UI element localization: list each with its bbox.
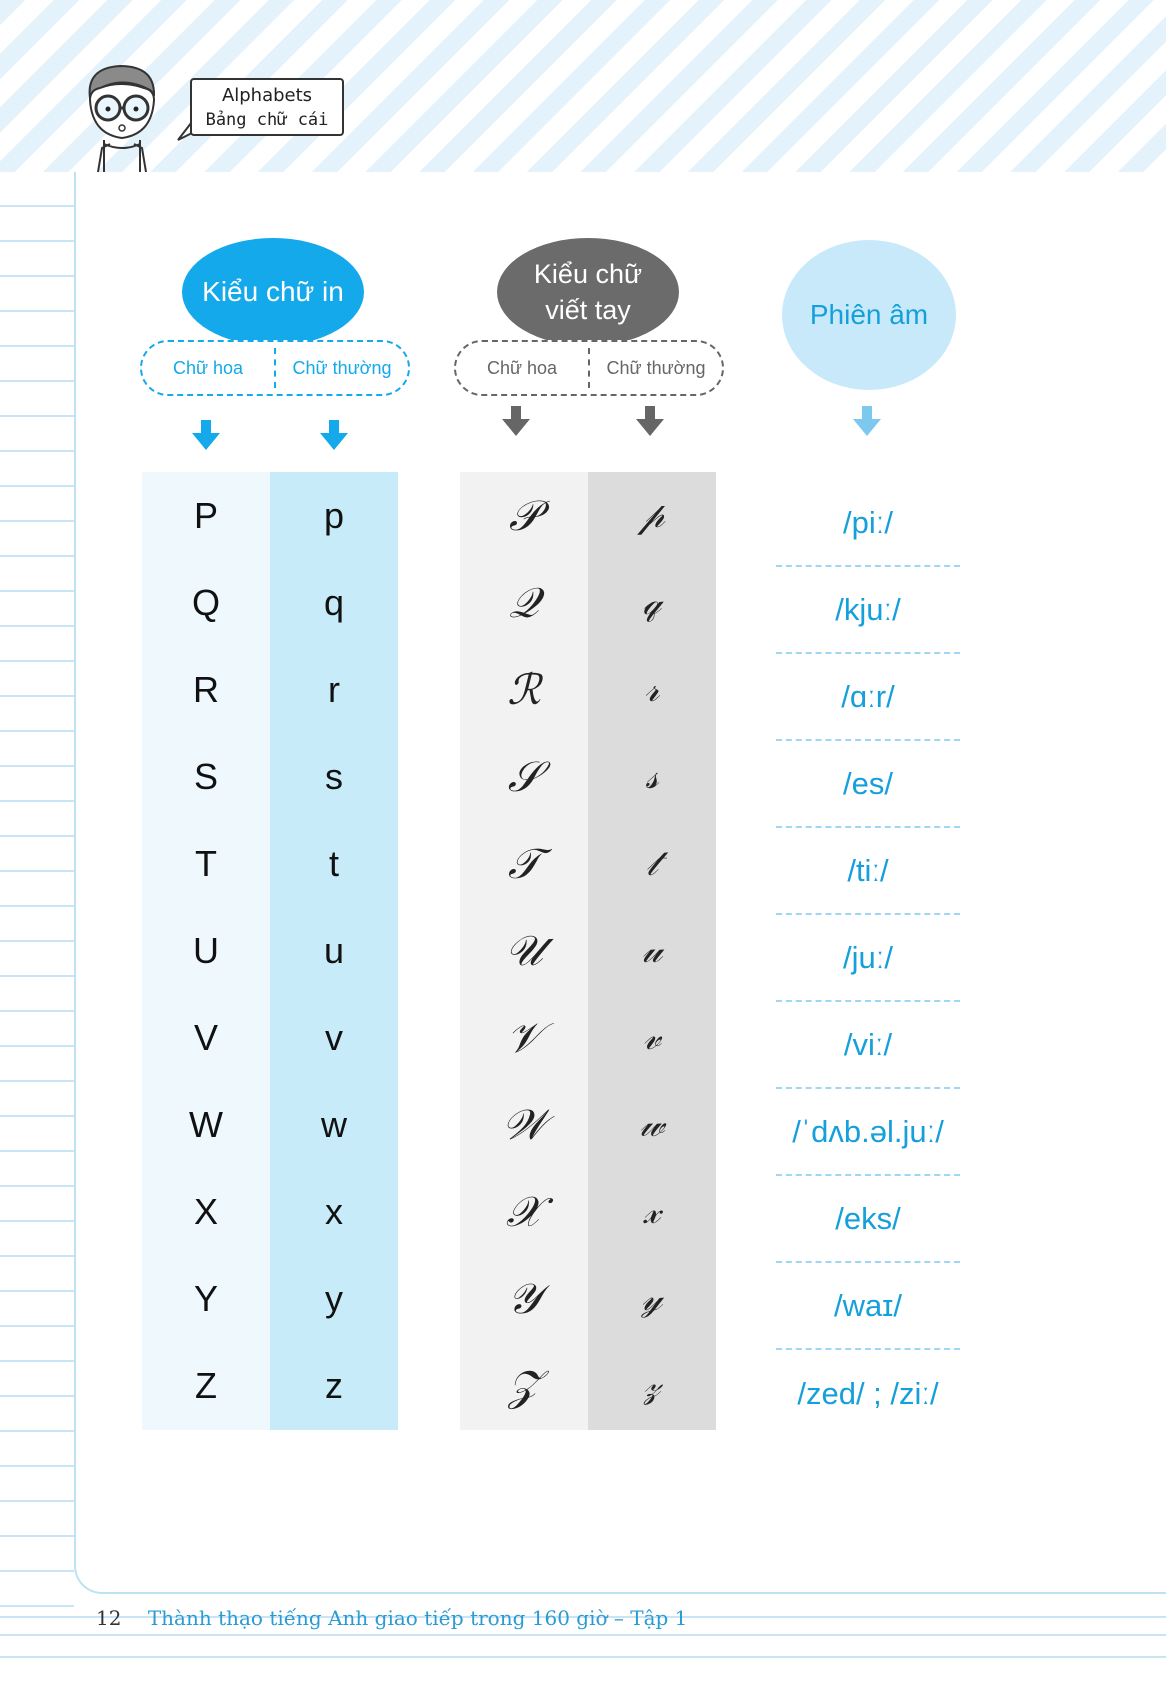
script-letter-cell: 𝓏 (643, 1364, 661, 1406)
script-letter-cell: 𝒯 (507, 838, 541, 888)
phonetic-cell: /eks/ (776, 1176, 960, 1263)
script-letter-cell: 𝒬 (508, 577, 540, 627)
notebook-margin-lines (0, 172, 74, 1612)
script-letter-cell: 𝓈 (645, 755, 659, 797)
speech-bubble (190, 78, 344, 136)
letter-cell: U (193, 929, 219, 971)
script-letter-cell: 𝓌 (639, 1103, 665, 1145)
script-upper-label: Chữ hoa (486, 357, 558, 378)
script-letter-cell: 𝓍 (643, 1190, 661, 1232)
script-letter-cell: 𝒴 (507, 1273, 541, 1323)
phonetic-cell: /viː/ (776, 1002, 960, 1089)
letter-cell: x (325, 1190, 343, 1232)
letter-cell: T (195, 842, 217, 884)
print-upper-label: Chữ hoa (172, 357, 244, 378)
letter-cell: v (325, 1016, 343, 1058)
handwriting-title-line2: viết tay (545, 295, 631, 325)
phonetic-header (782, 240, 956, 390)
arrow-down-icon (320, 420, 348, 450)
print-style-title: Kiểu chữ in (202, 276, 344, 307)
script-letter-cell: 𝒫 (508, 490, 540, 540)
script-letter-cell: 𝓊 (641, 929, 663, 971)
handwriting-style-header (497, 238, 679, 346)
book-title: Thành thạo tiếng Anh giao tiếp trong 160 giờ – Tập 1 (147, 1606, 688, 1630)
letter-cell: r (328, 668, 340, 710)
letter-cell: t (328, 842, 339, 884)
script-letter-cell: 𝒱 (506, 1012, 542, 1062)
phonetic-cell: /ɑːr/ (776, 654, 960, 741)
letter-cell: X (193, 1190, 218, 1232)
print-style-header (182, 238, 364, 346)
script-letter-cell: 𝒳 (505, 1186, 543, 1236)
print-lowercase-column (270, 472, 398, 1430)
letter-cell: z (325, 1364, 343, 1406)
script-letter-cell: 𝓇 (644, 668, 660, 710)
handwriting-lowercase-column (588, 472, 716, 1430)
letter-cell: q (323, 581, 345, 623)
handwriting-uppercase-column (460, 472, 588, 1430)
phonetic-cell: /ˈdʌb.əl.juː/ (776, 1089, 960, 1176)
letter-cell: V (193, 1016, 218, 1058)
handwriting-title-line1: Kiểu chữ (533, 259, 643, 289)
header-stripe-band (0, 0, 1166, 172)
letter-cell: y (325, 1277, 343, 1319)
letter-cell: Q (191, 581, 220, 623)
print-uppercase-column (142, 472, 270, 1430)
handwriting-case-labels (454, 340, 724, 396)
script-letter-cell: ℛ (507, 665, 541, 714)
letter-cell: P (193, 494, 218, 536)
script-letter-cell: 𝓎 (641, 1277, 663, 1319)
print-lower-label: Chữ thường (292, 357, 392, 378)
letter-cell: Z (195, 1364, 217, 1406)
page-number: 12 (96, 1606, 122, 1630)
phonetic-cell: /tiː/ (776, 828, 960, 915)
script-letter-cell: 𝒰 (505, 925, 543, 975)
phonetic-cell: /es/ (776, 741, 960, 828)
letter-cell: Y (193, 1277, 218, 1319)
arrow-down-icon (636, 406, 664, 436)
letter-cell: w (321, 1103, 347, 1145)
phonetic-cell: /piː/ (776, 480, 960, 567)
letter-cell: s (325, 755, 343, 797)
letter-cell: u (323, 929, 345, 971)
script-lower-label: Chữ thường (606, 357, 706, 378)
script-letter-cell: 𝓅 (639, 494, 665, 536)
boy-mascot-icon (80, 60, 166, 172)
letter-cell: W (189, 1103, 223, 1145)
phonetic-title: Phiên âm (809, 299, 929, 330)
script-letter-cell: 𝒲 (501, 1099, 547, 1149)
print-case-labels (140, 340, 410, 396)
phonetic-cell: /zed/ ; /ziː/ (797, 1375, 939, 1411)
letter-cell: S (193, 755, 218, 797)
arrow-down-icon (502, 406, 530, 436)
script-letter-cell: 𝓉 (645, 842, 659, 884)
page-footer (96, 1606, 687, 1630)
phonetic-cell: /waɪ/ (776, 1263, 960, 1350)
letter-cell: p (323, 494, 345, 536)
script-letter-cell: 𝓆 (642, 581, 662, 623)
script-letter-cell: 𝒮 (507, 751, 541, 801)
script-letter-cell: 𝒵 (508, 1360, 540, 1410)
letter-cell: R (193, 668, 219, 710)
arrow-down-icon (192, 420, 220, 450)
phonetic-cell: /kjuː/ (776, 567, 960, 654)
arrow-down-icon (853, 406, 881, 436)
bubble-title: Alphabets (221, 85, 313, 106)
bubble-subtitle: Bảng chữ cái (205, 110, 329, 130)
phonetic-cell: /juː/ (776, 915, 960, 1002)
script-letter-cell: 𝓋 (643, 1016, 661, 1058)
